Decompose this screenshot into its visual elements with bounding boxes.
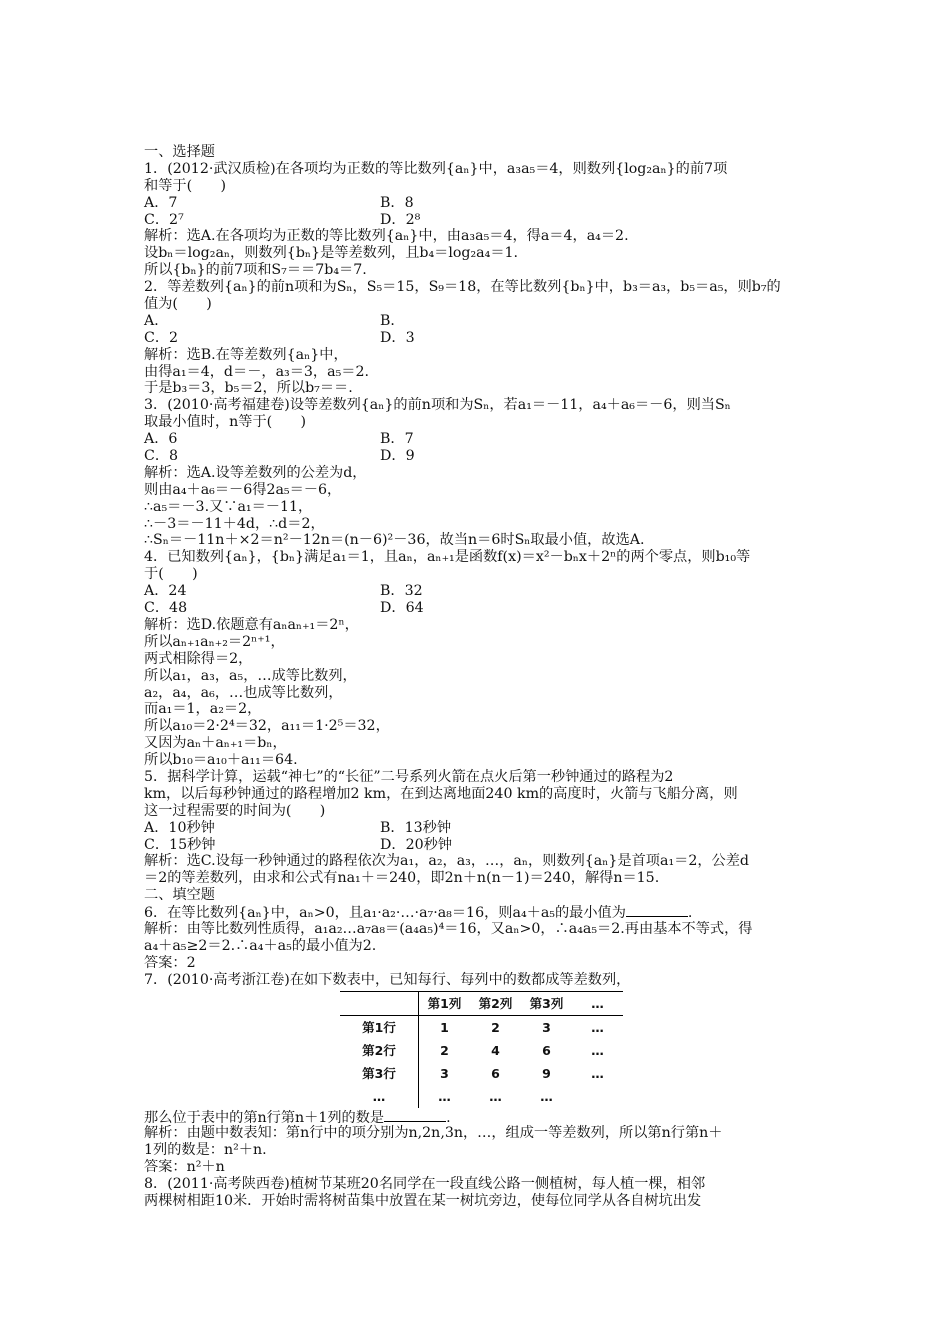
solution-line: 而a₁＝1，a₂＝2， [144,701,262,718]
question-5-line-3: 这一过程需要的时间为( ) [144,802,326,819]
table-row-label: 第1行 [340,1015,419,1039]
question-3-options-cd [144,448,812,465]
question-4-options-cd [144,600,812,617]
solution-line: a₂，a₄，a₆，…也成等比数列， [144,684,343,701]
question-5-line-2: km，以后每秒钟通过的路程增加2 km，在到达离地面240 km的高度时，火箭与飞船分离，则 [144,785,738,802]
question-7-line-1: 7．(2010·高考浙江卷)在如下数表中，已知每行、每列中的数都成等差数列， [144,971,631,988]
table-header-cell: 第1列 [419,991,471,1015]
table-header-cell: … [572,991,623,1015]
table-cell: … [591,1019,604,1035]
question-1-options-ab [144,195,812,212]
answer-line: 答案：2 [144,954,196,971]
option-d: D．9 [380,448,415,465]
table-cell: 4 [491,1042,500,1058]
question-2-options-cd [144,330,812,347]
question-5-line-1: 5．据科学计算，运载“神七”的“长征”二号系列火箭在点火后第一秒钟通过的路程为2 [144,768,674,785]
answer-blank [384,1109,446,1122]
solution-line: 所以a₁，a₃，a₅，…成等比数列， [144,667,357,684]
question-8-line-1: 8．(2011·高考陕西卷)植树节某班20名同学在一段直线公路一侧植树，每人植一棵，相邻 [144,1176,706,1193]
table-cell: 3 [542,1019,551,1035]
option-a: A． [144,312,169,329]
question-1-line-1: 1．(2012·武汉质检)在各项均为正数的等比数列{aₙ}中，a₃a₅＝4，则数列{log₂aₙ}的前7项 [144,160,728,177]
number-table-wrap [144,989,812,1109]
table-header-cell [340,991,419,1015]
question-7-end: . [446,1109,451,1126]
table-cell: … [489,1088,502,1104]
table-header-cell: 第2列 [470,991,521,1015]
solution-line: 解析：选B.在等差数列{aₙ}中， [144,346,348,363]
solution-line: ＝2的等差数列，由求和公式有na₁＋＝240，即2n＋n(n－1)＝240，解得n＝15. [144,870,660,887]
solution-line: 解析：由等比数列性质得，a₁a₂…a₇a₈＝(a₄a₅)⁴＝16，又aₙ>0，∴a₄a₅＝2.再由基本不等式，得 [144,920,753,937]
solution-line: a₄＋a₅≥2＝2.∴a₄＋a₅的最小值为2. [144,937,377,954]
question-2-line-1: 2．等差数列{aₙ}的前n项和为Sₙ，S₅＝15，S₉＝18，在等比数列{bₙ}中，b₃＝a₃，b₅＝a₅，则b₇的 [144,279,781,296]
table-cell: 3 [440,1065,449,1081]
table-row-label: … [340,1085,419,1108]
solution-line: 又因为aₙ＋aₙ₊₁＝bₙ， [144,735,287,752]
solution-line: 由得a₁＝4，d＝－，a₃＝3，a₅＝2. [144,363,369,380]
table-cell: … [591,1065,604,1081]
option-d: D．2⁸ [380,211,421,228]
table-cell: … [591,1042,604,1058]
solution-line: 所以{bₙ}的前7项和S₇＝＝7b₄＝7. [144,262,367,279]
table-cell: 6 [491,1065,500,1081]
solution-line: 解析：由题中数表知：第n行中的项分别为n,2n,3n，…，组成一等差数列，所以第n行第n＋ [144,1125,723,1142]
option-b: B．8 [380,194,414,211]
option-c: C．48 [144,600,188,617]
question-7-line-2 [144,1109,812,1126]
option-c: C．8 [144,448,179,465]
solution-line: ∴－3＝－11＋4d，∴d＝2， [144,515,325,532]
option-d: D．3 [380,329,415,346]
table-cell: … [540,1088,553,1104]
question-1-line-2: 和等于( ) [144,177,227,194]
option-d: D．20秒钟 [380,836,452,853]
option-b: B．13秒钟 [380,819,452,836]
solution-line: 则由a₄＋a₆＝－6得2a₅＝－6， [144,481,342,498]
solution-line: 于是b₃＝3，b₅＝2，所以b₇＝＝. [144,380,353,397]
question-6-end: . [687,905,693,922]
table-header-cell: 第3列 [521,991,572,1015]
question-4-options-ab [144,583,812,600]
table-cell: … [438,1088,451,1104]
table-row-label: 第3行 [340,1062,419,1085]
question-2-options-ab [144,313,812,330]
table-row [340,1085,623,1108]
question-2-line-2: 值为( ) [144,296,212,313]
question-8-line-2: 两棵树相距10米．开始时需将树苗集中放置在某一树坑旁边，使每位同学从各自树坑出发 [144,1192,702,1209]
option-d: D．64 [380,600,424,617]
answer-line: 答案：n²＋n [144,1159,225,1176]
section-heading-fill: 二、填空题 [144,887,215,904]
option-c: C．15秒钟 [144,836,216,853]
option-c: C．2 [144,329,179,346]
table-cell: 1 [440,1019,449,1035]
solution-line: ∴a₅＝－3.又∵a₁＝－11， [144,498,313,515]
question-4-line-1: 4．已知数列{aₙ}，{bₙ}满足a₁＝1，且aₙ，aₙ₊₁是函数f(x)＝x²－bₙx＋2ⁿ的两个零点，则b₁₀等 [144,549,751,566]
table-cell: 2 [440,1042,449,1058]
option-a: A．6 [144,431,178,448]
option-b: B． [380,312,405,329]
solution-line: 所以aₙ₊₁aₙ₊₂＝2ⁿ⁺¹， [144,633,285,650]
option-a: A．7 [144,194,178,211]
question-1-options-cd [144,212,812,229]
question-3-line-1: 3．(2010·高考福建卷)设等差数列{aₙ}的前n项和为Sₙ，若a₁＝－11，a₄＋a₆＝－6，则当Sₙ [144,397,731,414]
solution-line: 设bₙ＝log₂aₙ，则数列{bₙ}是等差数列，且b₄＝log₂a₄＝1. [144,245,519,262]
option-a: A．10秒钟 [144,819,215,836]
solution-line: 解析：选A.在各项均为正数的等比数列{aₙ}中，由a₃a₅＝4，得a＝4，a₄＝2. [144,228,629,245]
solution-line: 两式相除得＝2， [144,650,253,667]
solution-line: ∴Sₙ＝－11n＋×2＝n²－12n＝(n－6)²－36，故当n＝6时Sₙ取最小值，故选A. [144,532,645,549]
solution-line: 所以a₁₀＝2·2⁴＝32，a₁₁＝1·2⁵＝32， [144,718,390,735]
question-5-options-cd [144,837,812,854]
solution-line: 解析：选A.设等差数列的公差为d， [144,464,367,481]
answer-blank [626,904,688,917]
table-row [340,1015,623,1039]
solution-line: 1列的数是：n²＋n. [144,1142,267,1159]
table-cell: 6 [542,1042,551,1058]
table-cell: 9 [542,1065,551,1081]
question-4-line-2: 于( ) [144,566,198,583]
question-6-line-1 [144,904,812,921]
option-b: B．32 [380,583,423,600]
option-b: B．7 [380,431,414,448]
question-7-text: 那么位于表中的第n行第n＋1列的数是 [144,1109,385,1126]
question-6-text: 6．在等比数列{aₙ}中，aₙ>0，且a₁·a₂·…·a₇·a₈＝16，则a₄＋a₅的最小值为 [144,905,626,922]
section-heading-choice: 一、选择题 [144,144,215,160]
question-5-options-ab [144,820,812,837]
question-3-line-2: 取最小值时，n等于( ) [144,414,307,431]
table-row-label: 第2行 [340,1039,419,1062]
table-header-row [340,991,623,1015]
option-a: A．24 [144,583,187,600]
question-3-options-ab [144,431,812,448]
option-c: C．2⁷ [144,211,184,228]
table-row [340,1039,623,1062]
solution-line: 所以b₁₀＝a₁₀＋a₁₁＝64. [144,752,298,769]
number-table [340,991,623,1108]
solution-line: 解析：选C.设每一秒钟通过的路程依次为a₁，a₂，a₃，…，aₙ，则数列{aₙ}是首项a₁＝2，公差d [144,853,749,870]
document-page [144,144,812,1210]
table-row [340,1062,623,1085]
solution-line: 解析：选D.依题意有aₙaₙ₊₁＝2ⁿ， [144,616,359,633]
table-cell: 2 [491,1019,500,1035]
table-cell [572,1085,623,1108]
